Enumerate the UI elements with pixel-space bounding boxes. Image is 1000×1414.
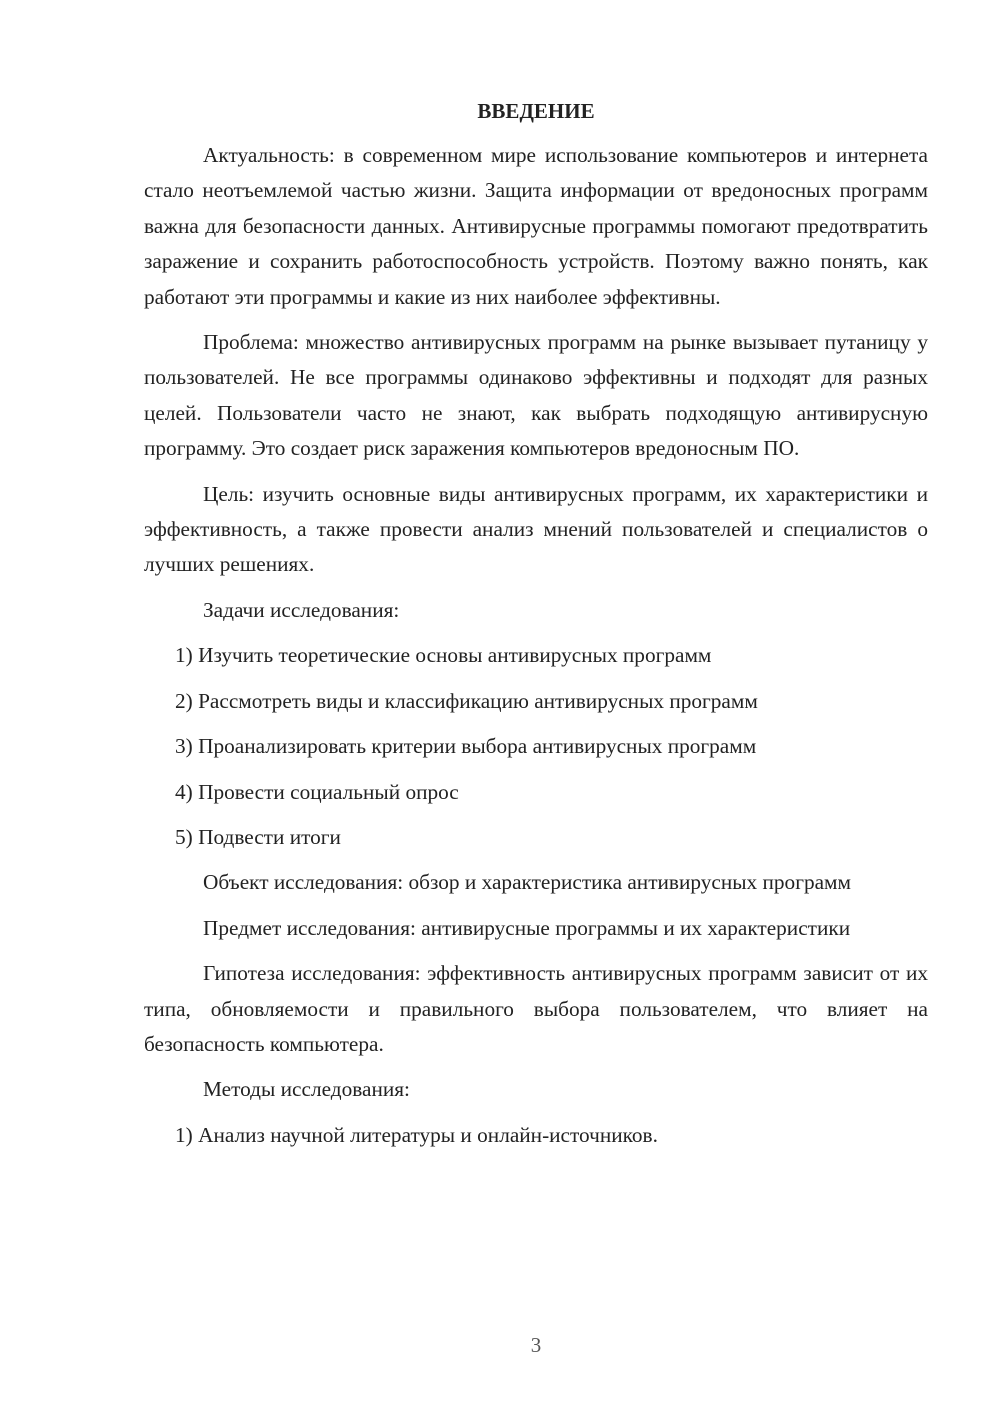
paragraph-subject: Предмет исследования: антивирусные программы и их характеристики xyxy=(203,915,851,940)
list-item-task-3: 3) Проанализировать критерии выбора антивирусных программ xyxy=(175,734,757,759)
paragraph-methods-heading: Методы исследования: xyxy=(203,1077,410,1102)
section-title: ВВЕДЕНИЕ xyxy=(477,99,595,123)
list-item-task-1: 1) Изучить теоретические основы антивирусных программ xyxy=(175,643,712,668)
list-item-method-1: 1) Анализ научной литературы и онлайн-источников. xyxy=(175,1122,658,1147)
paragraph-relevance: Актуальность: в современном мире использование компьютеров и интернета стало неотъемлемой частью жизни. Защита информации от вредоносных программ важна для безопасности данных. Антивирусные программы помогают предотвратить заражение и сохранить работоспособность устройств. Поэтому важно понять, как работают эти программы и какие из них наиболее эффективны. xyxy=(144,143,928,309)
paragraph-hypothesis: Гипотеза исследования: эффективность антивирусных программ зависит от их типа, обновляемости и правильного выбора пользователем, что влияет на безопасность компьютера. xyxy=(144,961,928,1056)
paragraph-tasks-heading: Задачи исследования: xyxy=(203,597,400,622)
document-page xyxy=(144,94,928,1153)
paragraph-goal: Цель: изучить основные виды антивирусных программ, их характеристики и эффективность, а также провести анализ мнений пользователей и специалистов о лучших решениях. xyxy=(144,481,928,577)
list-item-task-5: 5) Подвести итоги xyxy=(175,824,341,849)
page-number: 3 xyxy=(530,1333,542,1357)
list-item-task-4: 4) Провести социальный опрос xyxy=(175,779,459,804)
list-item-task-2: 2) Рассмотреть виды и классификацию антивирусных программ xyxy=(175,688,758,713)
paragraph-object: Объект исследования: обзор и характеристика антивирусных программ xyxy=(203,870,851,895)
paragraph-problem: Проблема: множество антивирусных программ на рынке вызывает путаницу у пользователей. Не все программы одинаково эффективны и подходят для разных целей. Пользователи часто не знают, как выбрать подходящую антивирусную программу. Это создает риск заражения компьютеров вредоносным ПО. xyxy=(144,330,928,461)
